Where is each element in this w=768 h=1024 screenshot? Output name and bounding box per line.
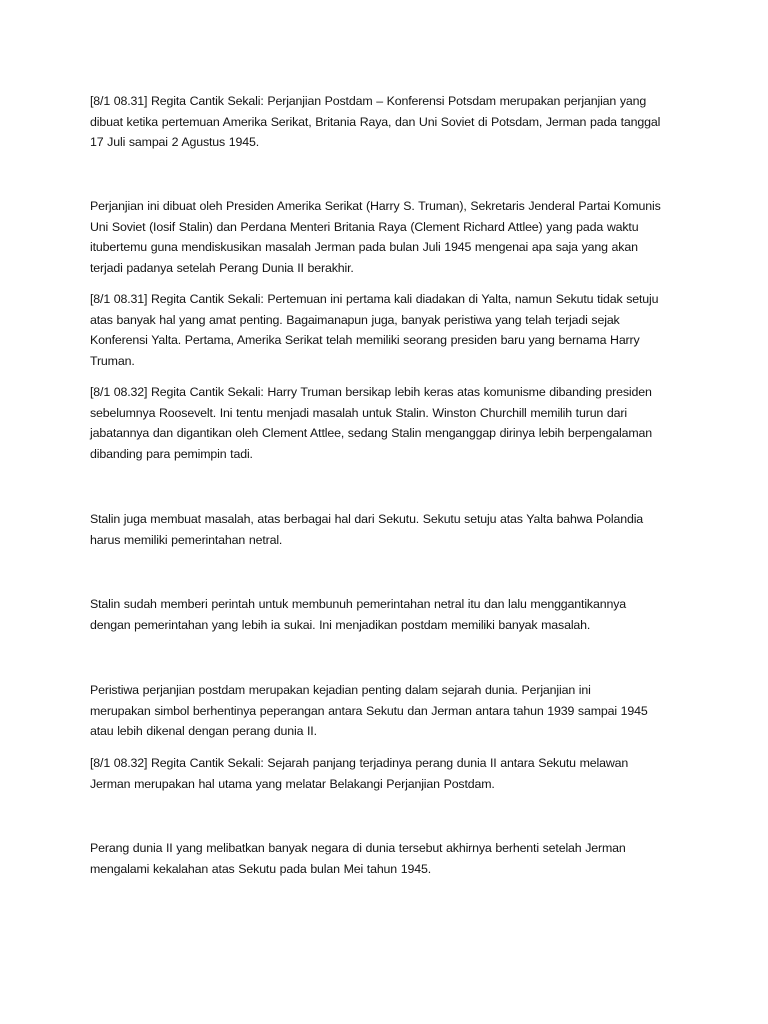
text-line: [8/1 08.31] Regita Cantik Sekali: Perjanjian Postdam – Konferensi Potsdam merupakan perjanjian yang bbox=[90, 94, 647, 108]
paragraph-stalin-orders bbox=[90, 594, 690, 635]
text-line: terjadi padanya setelah Perang Dunia II berakhir. bbox=[90, 260, 354, 275]
paragraph-historical-significance bbox=[90, 680, 690, 742]
text-line: atau lebih dikenal dengan perang dunia II. bbox=[90, 724, 317, 739]
text-line: Truman. bbox=[90, 353, 135, 368]
text-line: Peristiwa perjanjian postdam merupakan kejadian penting dalam sejarah dunia. Perjanjian ini bbox=[90, 683, 591, 697]
text-line: itubertemu guna mendiskusikan masalah Jerman pada bulan Juli 1945 mengenai apa saja yang akan bbox=[90, 240, 638, 255]
text-line: merupakan simbol berhentinya peperangan antara Sekutu dan Jerman antara tahun 1939 sampai 1945 bbox=[90, 703, 648, 718]
paragraph-signatories bbox=[90, 196, 690, 278]
text-line: 17 Juli sampai 2 Agustus 1945. bbox=[90, 135, 260, 150]
text-line: Jerman merupakan hal utama yang melatar Belakangi Perjanjian Postdam. bbox=[90, 776, 495, 791]
paragraph-war-end bbox=[90, 838, 690, 879]
text-line: atas banyak hal yang amat penting. Bagaimanapun juga, banyak peristiwa yang telah terjadi sejak bbox=[90, 312, 620, 327]
text-line: Perang dunia II yang melibatkan banyak negara di dunia tersebut akhirnya berhenti setelah Jerman bbox=[90, 841, 626, 855]
text-line: dengan pemerintahan yang lebih ia sukai. Ini menjadikan postdam memiliki banyak masalah. bbox=[90, 617, 591, 632]
text-line: mengalami kekalahan atas Sekutu pada bulan Mei tahun 1945. bbox=[90, 861, 431, 876]
text-line: Konferensi Yalta. Pertama, Amerika Serikat telah memiliki seorang presiden baru yang bernama Harry bbox=[90, 333, 640, 348]
paragraph-truman bbox=[90, 382, 690, 464]
text-line: Uni Soviet (Iosif Stalin) dan Perdana Menteri Britania Raya (Clement Richard Attlee) yang pada waktu bbox=[90, 219, 639, 234]
text-line: [8/1 08.32] Regita Cantik Sekali: Sejarah panjang terjadinya perang dunia II antara Sekutu melawan bbox=[90, 756, 629, 770]
text-line: Perjanjian ini dibuat oleh Presiden Amerika Serikat (Harry S. Truman), Sekretaris Jenderal Partai Komunis bbox=[90, 199, 661, 213]
text-line: Stalin juga membuat masalah, atas berbagai hal dari Sekutu. Sekutu setuju atas Yalta bahwa Polandia bbox=[90, 512, 644, 526]
text-line: [8/1 08.31] Regita Cantik Sekali: Pertemuan ini pertama kali diadakan di Yalta, namun Sekutu tidak setuju bbox=[90, 292, 659, 306]
text-line: dibuat ketika pertemuan Amerika Serikat, Britania Raya, dan Uni Soviet di Potsdam, Jerman pada tanggal bbox=[90, 114, 661, 129]
paragraph-poland bbox=[90, 509, 690, 550]
paragraph-yalta bbox=[90, 289, 690, 371]
text-line: sebelumnya Roosevelt. Ini tentu menjadi masalah untuk Stalin. Winston Churchill memilih turun dari bbox=[90, 405, 627, 420]
paragraph-background bbox=[90, 753, 690, 794]
text-line: jabatannya dan digantikan oleh Clement Attlee, sedang Stalin menganggap dirinya lebih berpengalaman bbox=[90, 426, 652, 441]
text-line: Stalin sudah memberi perintah untuk membunuh pemerintahan netral itu dan lalu menggantikannya bbox=[90, 597, 626, 611]
text-line: dibanding para pemimpin tadi. bbox=[90, 446, 253, 461]
text-line: [8/1 08.32] Regita Cantik Sekali: Harry Truman bersikap lebih keras atas komunisme dibanding presiden bbox=[90, 385, 652, 399]
paragraph-potsdam-intro bbox=[90, 91, 690, 153]
text-line: harus memiliki pemerintahan netral. bbox=[90, 532, 283, 547]
